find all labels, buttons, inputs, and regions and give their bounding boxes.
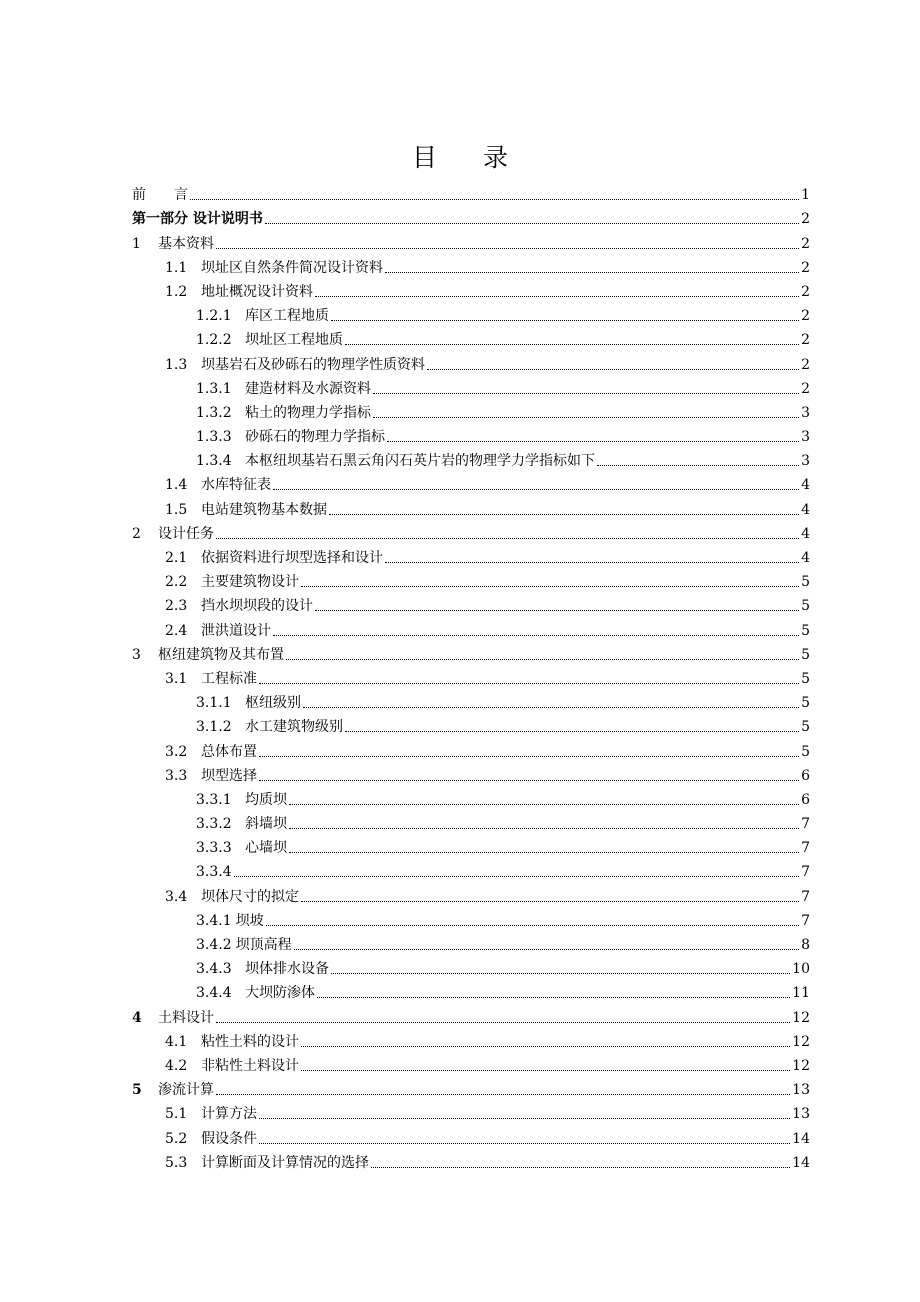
toc-entry[interactable] [132,978,810,1002]
toc-entry-label [165,622,271,640]
toc-entry-number: 1.2 [165,283,188,300]
toc-entry-title: 坝坡 [235,912,264,929]
toc-entry-label [165,767,257,785]
toc-entry-title: 总体布置 [201,743,257,760]
toc-entry[interactable] [132,688,810,712]
dot-leader [286,659,799,660]
dot-leader [303,707,799,708]
toc-entry-number: 5.3 [165,1154,188,1171]
toc-entry-label [165,670,257,688]
toc-entry-number: 3.3.3 [196,840,232,857]
toc-entry-page: 5 [801,622,810,639]
toc-entry[interactable] [132,736,810,760]
toc-entry[interactable] [132,494,810,518]
dot-leader [315,610,799,611]
toc-entry-number: 3.4.4 [196,985,232,1002]
toc-entry-number: 1.2.2 [196,332,232,349]
toc-entry-label [196,960,329,978]
toc-entry-number: 5 [132,1082,142,1099]
toc-entry-title: 坝体排水设备 [245,961,329,978]
toc-entry-label [165,259,383,277]
toc-entry-page: 5 [801,743,810,760]
toc-entry-page: 5 [801,646,810,663]
toc-entry-label [132,210,263,228]
toc-entry-page: 12 [792,1033,810,1050]
toc-entry-page: 14 [792,1154,810,1171]
toc-entry-page: 3 [801,429,810,446]
dot-leader [427,369,799,370]
dot-leader [373,417,799,418]
toc-entry-title: 心墙坝 [245,840,287,857]
toc-entry-title: 地址概况设计资料 [201,283,313,300]
toc-entry-page: 3 [801,404,810,421]
toc-entry-page: 11 [792,985,810,1002]
toc-entry[interactable] [132,1002,810,1026]
toc-entry-number: 1.3.4 [196,453,232,470]
toc-entry[interactable] [132,1099,810,1123]
dot-leader [216,538,799,539]
toc-entry-page: 10 [792,961,810,978]
toc-entry-number: 3.4 [165,888,188,905]
dot-leader [289,828,799,829]
toc-entry-number: 3.1.1 [196,695,232,712]
toc-entry-number: 5.2 [165,1130,188,1147]
toc-entry-label [196,452,595,470]
toc-entry-title: 设计任务 [158,525,214,542]
toc-entry-number: 2.4 [165,622,188,639]
toc-entry-title: 粘土的物理力学指标 [245,404,371,421]
toc-entry-number: 3.4.3 [196,961,232,978]
dot-leader [259,683,799,684]
toc-entry-label [196,428,385,446]
toc-entry-number: 1.1 [165,259,188,276]
toc-entry-title: 均质坝 [245,791,287,808]
dot-leader [331,320,799,321]
toc-entry-title: 坝型选择 [201,767,257,784]
toc-entry-label [132,1081,214,1099]
toc-entry-page: 13 [792,1106,810,1123]
dot-leader [259,1143,790,1144]
dot-leader [385,562,799,563]
toc-entry-page: 7 [801,816,810,833]
dot-leader [259,780,799,781]
toc-entry[interactable] [132,1051,810,1075]
dot-leader [265,223,799,224]
toc-entry-number: 1.3.3 [196,429,232,446]
toc-entry-page: 2 [801,356,810,373]
toc-entry-page: 5 [801,574,810,591]
toc-entry-label [165,888,299,906]
toc-entry[interactable] [132,325,810,349]
toc-entry-title: 建造材料及水源资料 [245,380,371,397]
toc-entry-number: 3 [132,646,141,663]
toc-entry-number: 4.2 [165,1057,188,1074]
dot-leader [301,901,799,902]
dot-leader [331,973,790,974]
toc-entry-title: 工程标准 [201,670,257,687]
toc-entry-label [132,525,214,543]
toc-entry-label [165,597,313,615]
toc-entry-label [165,283,313,301]
toc-entry-label [165,1130,257,1148]
toc-entry-page: 6 [801,767,810,784]
dot-leader [273,635,799,636]
toc-entry-number: 5.1 [165,1106,188,1123]
toc-entry-page: 4 [801,550,810,566]
toc-entry-number: 3.4.2 [196,937,232,953]
toc-entry-title: 坝顶高程 [235,937,292,953]
toc-entry-title: 第一部分 设计说明书 [132,211,263,228]
toc-entry-number: 3.3.2 [196,816,232,833]
toc-entry-label [132,646,284,664]
dot-leader [216,1022,790,1023]
toc-entry-number: 2 [132,525,141,542]
toc-entry-title: 非粘性土料设计 [201,1057,299,1074]
toc-entry-title: 前 言 [132,187,188,204]
toc-entry-page: 4 [801,477,810,494]
toc-entry-title: 主要建筑物设计 [201,574,299,591]
toc-entry-label [165,1033,299,1051]
dot-leader [234,876,799,877]
toc-entry-page: 1 [801,187,810,204]
dot-leader [371,1167,790,1168]
toc-entry-title: 本枢纽坝基岩石黑云角闪石英片岩的物理学力学指标如下 [245,453,595,470]
dot-leader [385,272,799,273]
toc-entry-title: 坝址区工程地质 [245,332,343,349]
toc-entry-number: 4 [132,1009,142,1026]
toc-entry-label [196,912,264,930]
dot-leader [315,296,799,297]
toc-entry-title: 电站建筑物基本数据 [201,501,327,518]
toc-entry-number: 3.1 [165,670,188,687]
toc-entry-label [165,1154,369,1172]
toc-entry-title: 依据资料进行坝型选择和设计 [201,550,383,566]
toc-entry-title: 泄洪道设计 [201,622,271,639]
toc-entry[interactable] [132,204,810,228]
toc-entry-page: 2 [801,332,810,349]
toc-entry-label [196,984,315,1002]
toc-entry-label [196,380,371,398]
dot-leader [373,393,799,394]
toc-entry-page: 2 [801,259,810,276]
toc-entry-page: 6 [801,791,810,808]
dot-leader [345,731,799,732]
toc-entry-page: 2 [801,308,810,325]
toc-entry[interactable] [132,785,810,809]
toc-entry-title: 粘性土料的设计 [201,1033,299,1050]
toc-entry[interactable] [132,761,810,785]
toc-entry-title: 假设条件 [201,1130,257,1147]
toc-entry-page: 5 [801,695,810,712]
toc-entry[interactable] [132,881,810,905]
dot-leader [216,1094,790,1095]
toc-entry-page: 5 [801,670,810,687]
toc-entry-number: 3.3.1 [196,791,232,808]
dot-leader [597,465,799,466]
toc-entry-title: 基本资料 [158,235,214,252]
toc-entry-title: 坝体尺寸的拟定 [201,888,299,905]
toc-entry-page: 7 [801,912,810,929]
dot-leader [259,1118,790,1119]
toc-entry-title: 坝址区自然条件简况设计资料 [201,259,383,276]
toc-entry[interactable] [132,833,810,857]
toc-entry-title: 大坝防渗体 [245,985,315,1002]
toc-entry-number: 2.1 [165,550,188,566]
toc-entry-label [196,936,292,954]
toc-entry-label [165,476,271,494]
toc-entry-label [132,235,214,253]
dot-leader [216,248,799,249]
toc-entry[interactable] [132,1027,810,1051]
toc-entry[interactable] [132,591,810,615]
toc-entry-title: 计算断面及计算情况的选择 [201,1154,369,1171]
toc-entry-page: 2 [801,211,810,228]
toc-entry[interactable] [132,470,810,494]
toc-entry[interactable] [132,446,810,470]
toc-entry-number: 1.5 [165,501,188,518]
dot-leader [190,199,799,200]
toc-entry-label [165,356,425,374]
table-of-contents [132,180,810,1172]
toc-entry[interactable] [132,228,810,252]
toc-entry-title: 水工建筑物级别 [245,719,343,736]
toc-entry-page: 8 [801,937,810,953]
toc-entry-page: 2 [801,283,810,300]
toc-entry-page: 12 [792,1009,810,1026]
toc-entry-label [196,694,301,712]
toc-entry-number: 3.3 [165,767,188,784]
toc-entry-number: 2.3 [165,598,188,615]
toc-entry-number: 1.4 [165,477,188,494]
toc-entry-title: 坝基岩石及砂砾石的物理学性质资料 [201,356,425,373]
toc-entry-title: 计算方法 [201,1106,257,1123]
toc-entry-label [132,186,188,204]
toc-entry-page: 7 [801,840,810,857]
dot-leader [301,1070,790,1071]
toc-entry-number: 3.4.1 [196,912,232,929]
toc-entry-title: 挡水坝坝段的设计 [201,598,313,615]
toc-entry-page: 5 [801,598,810,615]
dot-leader [345,344,799,345]
toc-entry-number: 1.3 [165,356,188,373]
toc-entry-page: 3 [801,453,810,470]
toc-entry[interactable] [132,349,810,373]
toc-entry-page: 14 [792,1130,810,1147]
toc-entry-label [165,573,299,591]
toc-entry[interactable] [132,422,810,446]
toc-entry[interactable] [132,712,810,736]
toc-entry[interactable] [132,1075,810,1099]
toc-entry-title: 枢纽级别 [245,695,301,712]
toc-entry[interactable] [132,640,810,664]
dot-leader [289,852,799,853]
toc-entry-page: 5 [801,719,810,736]
toc-entry[interactable] [132,809,810,833]
toc-entry[interactable] [132,253,810,277]
toc-entry-page: 7 [801,864,810,881]
toc-entry-title: 水库特征表 [201,477,271,494]
toc-entry-number: 2.2 [165,574,188,591]
toc-entry-title: 渗流计算 [158,1082,214,1099]
toc-entry-number: 3.3.4 [196,864,232,881]
toc-entry-number: 1 [132,235,141,252]
toc-entry-label [196,331,343,349]
toc-entry-label [196,839,287,857]
toc-entry-label [196,307,329,325]
toc-entry-page: 7 [801,888,810,905]
toc-entry[interactable] [132,1148,810,1172]
dot-leader [301,586,799,587]
toc-entry-number: 1.3.1 [196,380,232,397]
toc-entry[interactable] [132,301,810,325]
toc-entry-number: 1.3.2 [196,404,232,421]
dot-leader [273,489,799,490]
toc-entry-label [196,404,371,422]
toc-entry[interactable] [132,398,810,422]
dot-leader [259,756,799,757]
toc-entry-title: 砂砾石的物理力学指标 [245,429,385,446]
toc-entry[interactable] [132,857,810,881]
toc-entry-label [165,549,383,567]
toc-entry-label [132,1009,214,1027]
title-char-2: 录 [483,143,509,172]
toc-entry[interactable] [132,1123,810,1147]
toc-entry-page: 13 [792,1082,810,1099]
toc-entry[interactable] [132,906,810,930]
toc-entry-label [196,791,287,809]
toc-entry-page: 4 [801,501,810,518]
toc-entry-title: 斜墙坝 [245,816,287,833]
toc-entry[interactable] [132,374,810,398]
toc-entry-label [196,863,232,881]
toc-entry[interactable] [132,543,810,567]
toc-entry-label [165,743,257,761]
dot-leader [289,804,799,805]
toc-entry-title: 枢纽建筑物及其布置 [158,646,284,663]
toc-entry-number: 4.1 [165,1033,188,1050]
toc-entry-label [196,718,343,736]
dot-leader [266,925,799,926]
dot-leader [329,514,799,515]
toc-entry-label [165,1105,257,1123]
toc-entry-page: 2 [801,235,810,252]
toc-entry-number: 1.2.1 [196,308,232,325]
toc-entry-page: 4 [801,525,810,542]
dot-leader [294,949,799,950]
toc-entry-number: 3.1.2 [196,719,232,736]
toc-entry-title: 库区工程地质 [245,308,329,325]
toc-entry[interactable] [132,180,810,204]
toc-entry[interactable] [132,277,810,301]
dot-leader [387,441,799,442]
toc-entry-label [165,501,327,519]
toc-entry-page: 2 [801,380,810,397]
toc-entry-number: 3.2 [165,743,188,760]
toc-entry[interactable] [132,664,810,688]
toc-entry-page: 12 [792,1057,810,1074]
toc-entry-label [165,1057,299,1075]
toc-entry[interactable] [132,954,810,978]
toc-entry-title: 土料设计 [158,1009,214,1026]
dot-leader [301,1046,790,1047]
toc-entry[interactable] [132,567,810,591]
title-char-1: 目 [411,143,437,172]
toc-entry[interactable] [132,930,810,954]
toc-entry-label [196,815,287,833]
dot-leader [317,997,790,998]
toc-entry[interactable] [132,615,810,639]
page-title [0,138,920,178]
toc-entry[interactable] [132,519,810,543]
